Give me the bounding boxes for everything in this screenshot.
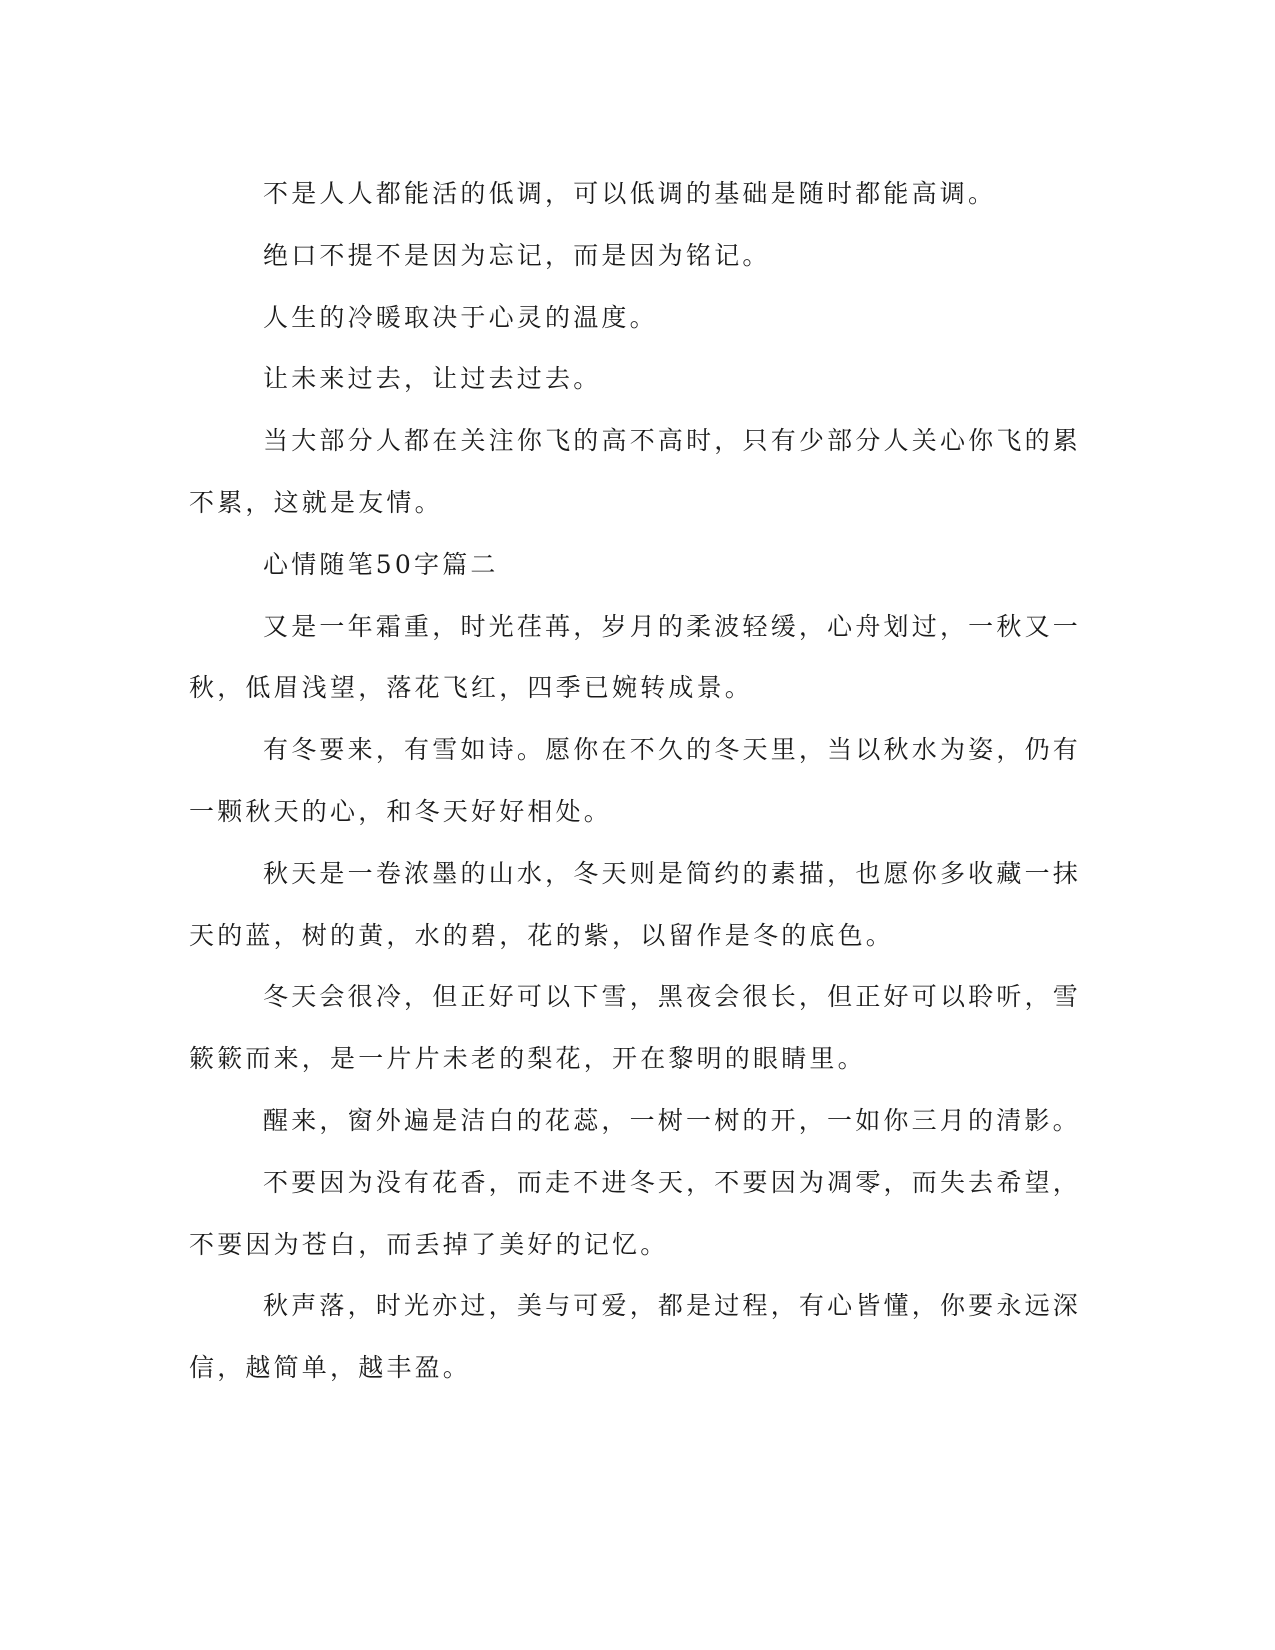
- section-heading: 心情随笔50字篇二: [263, 549, 499, 579]
- paragraph: 又是一年霜重，时光荏苒，岁月的柔波轻缓，心舟划过，一秋又一秋，低眉浅望，落花飞红，四季已婉转成景。: [189, 611, 1081, 703]
- paragraph: 让未来过去，让过去过去。: [263, 364, 602, 394]
- paragraph: 不要因为没有花香，而走不进冬天，不要因为凋零，而失去希望，不要因为苍白，而丢掉了美好的记忆。: [189, 1167, 1081, 1259]
- paragraph: 秋天是一卷浓墨的山水，冬天则是简约的素描，也愿你多收藏一抹天的蓝，树的黄，水的碧，花的紫，以留作是冬的底色。: [189, 858, 1081, 950]
- paragraph: 醒来，窗外遍是洁白的花蕊，一树一树的开，一如你三月的清影。: [263, 1105, 1081, 1135]
- paragraph: 不是人人都能活的低调，可以低调的基础是随时都能高调。: [263, 179, 997, 208]
- paragraph: 当大部分人都在关注你飞的高不高时，只有少部分人关心你飞的累不累，这就是友情。: [189, 426, 1081, 517]
- paragraph: 有冬要来，有雪如诗。愿你在不久的冬天里，当以秋水为姿，仍有一颗秋天的心，和冬天好好相处。: [189, 735, 1081, 826]
- paragraph: 人生的冷暖取决于心灵的温度。: [263, 302, 658, 332]
- paragraph: 冬天会很冷，但正好可以下雪，黑夜会很长，但正好可以聆听，雪簌簌而来，是一片片未老的梨花，开在黎明的眼睛里。: [189, 982, 1081, 1074]
- paragraph: 秋声落，时光亦过，美与可爱，都是过程，有心皆懂，你要永远深信，越简单，越丰盈。: [189, 1291, 1081, 1383]
- paragraph: 绝口不提不是因为忘记，而是因为铭记。: [263, 240, 771, 270]
- document-body: [189, 163, 1081, 1399]
